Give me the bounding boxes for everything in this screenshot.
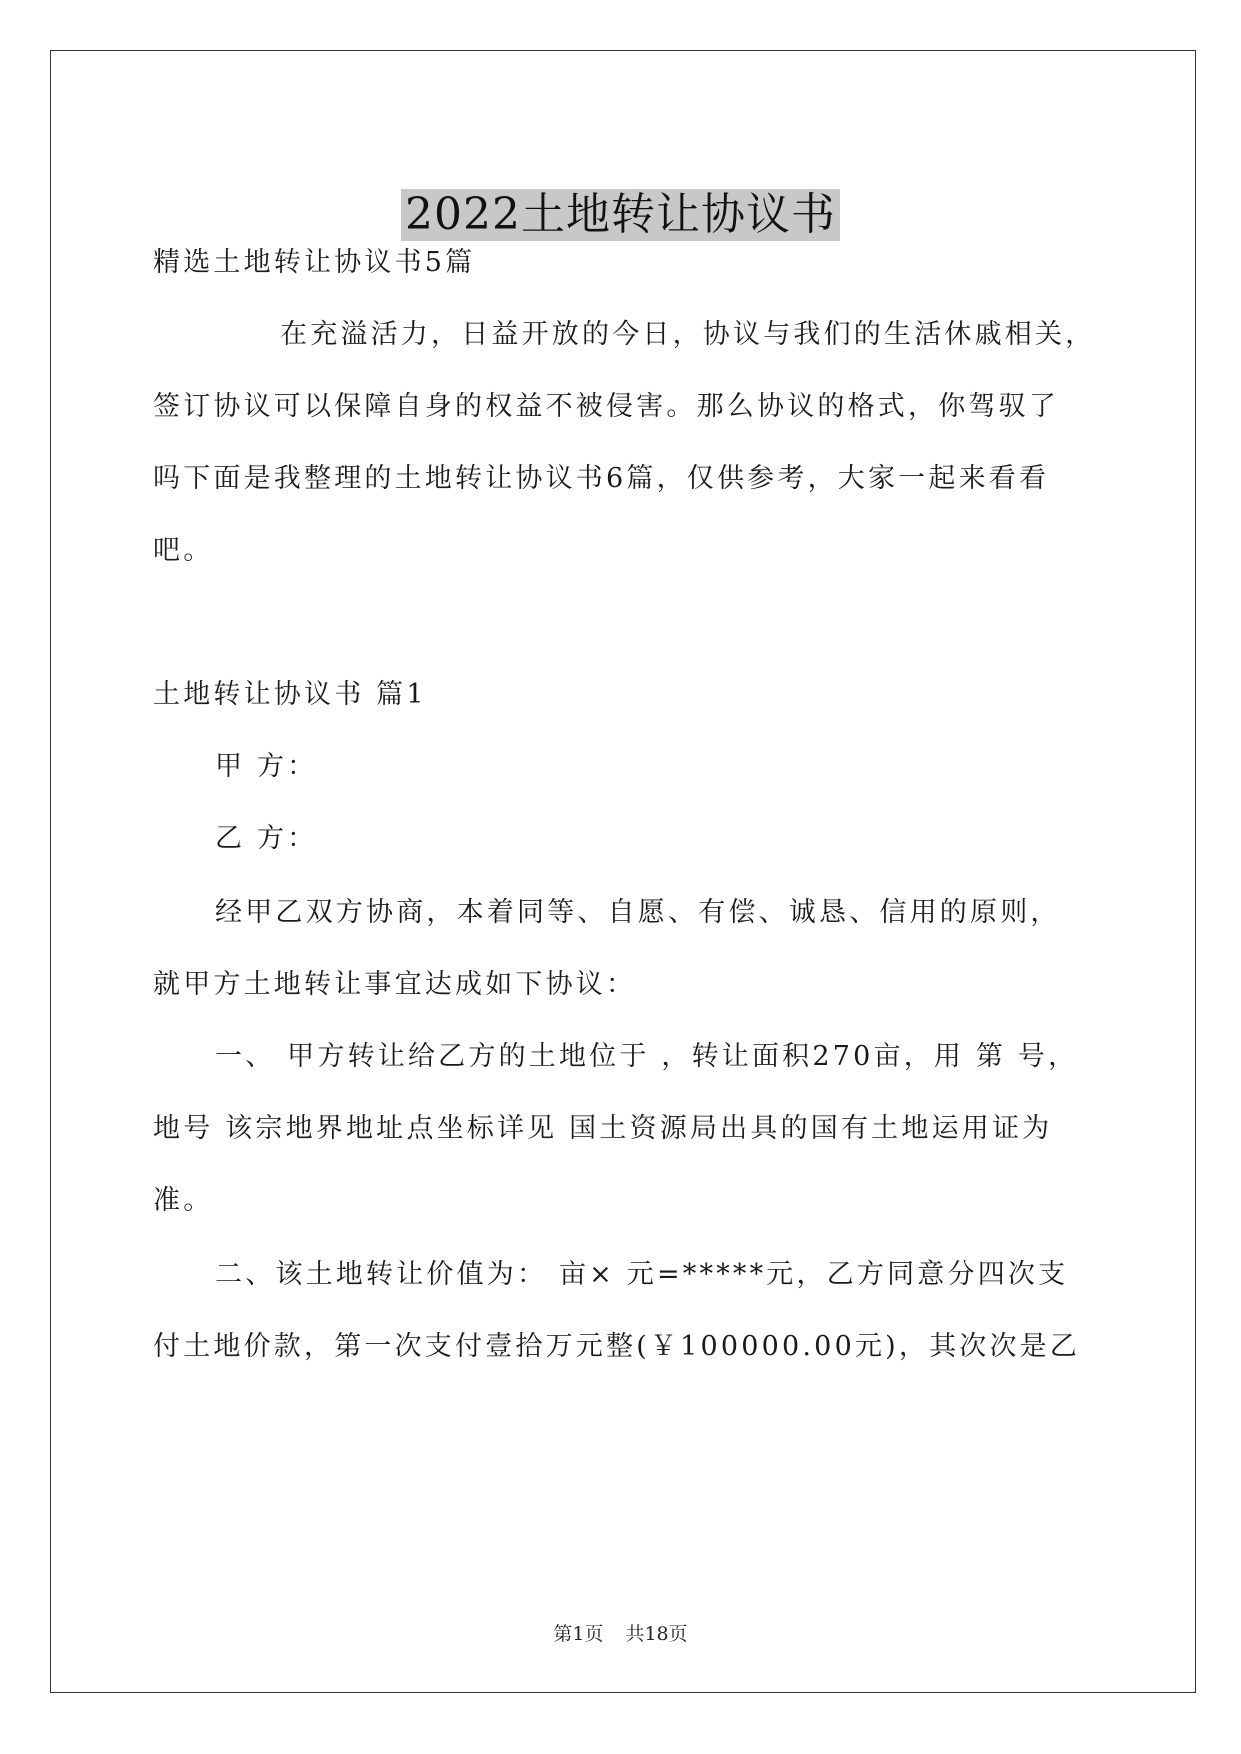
body-line-2: 就甲方土地转让事宜达成如下协议： [153, 969, 637, 1000]
party-b-label: 乙 方： [215, 823, 318, 854]
intro-line-1: 在充溢活力，日益开放的今日，协议与我们的生活休戚相关， [280, 319, 1096, 350]
party-a-label: 甲 方： [215, 751, 318, 782]
page-number-total: 共18页 [625, 1623, 688, 1645]
intro-line-2: 签订协议可以保障自身的权益不被侵害。那么协议的格式，你驾驭了 [153, 391, 1059, 422]
body-line-5: 准。 [153, 1185, 214, 1216]
page-border [50, 50, 1196, 1693]
page-footer [0, 1622, 1241, 1646]
body-line-6: 二、该土地转让价值为： 亩× 元=*****元，乙方同意分四次支 [215, 1259, 1069, 1290]
body-line-1: 经甲乙双方协商，本着同等、自愿、有偿、诚恳、信用的原则， [215, 897, 1061, 928]
document-title: 2022土地转让协议书 [401, 189, 840, 241]
section-heading: 土地转让协议书 篇1 [153, 679, 427, 710]
intro-line-3: 吗下面是我整理的土地转让协议书6篇，仅供参考，大家一起来看看 [153, 463, 1050, 494]
page-number-current: 第1页 [553, 1623, 604, 1645]
intro-line-4: 吧。 [153, 535, 214, 566]
body-line-3: 一、 甲方转让给乙方的土地位于 ，转让面积270亩，用 第 号， [215, 1041, 1079, 1072]
subtitle: 精选土地转让协议书5篇 [153, 247, 476, 278]
body-line-7: 付土地价款，第一次支付壹拾万元整(￥100000.00元)，其次次是乙 [153, 1331, 1081, 1362]
body-line-4: 地号 该宗地界地址点坐标详见 国土资源局出具的国有土地运用证为 [153, 1113, 1053, 1144]
